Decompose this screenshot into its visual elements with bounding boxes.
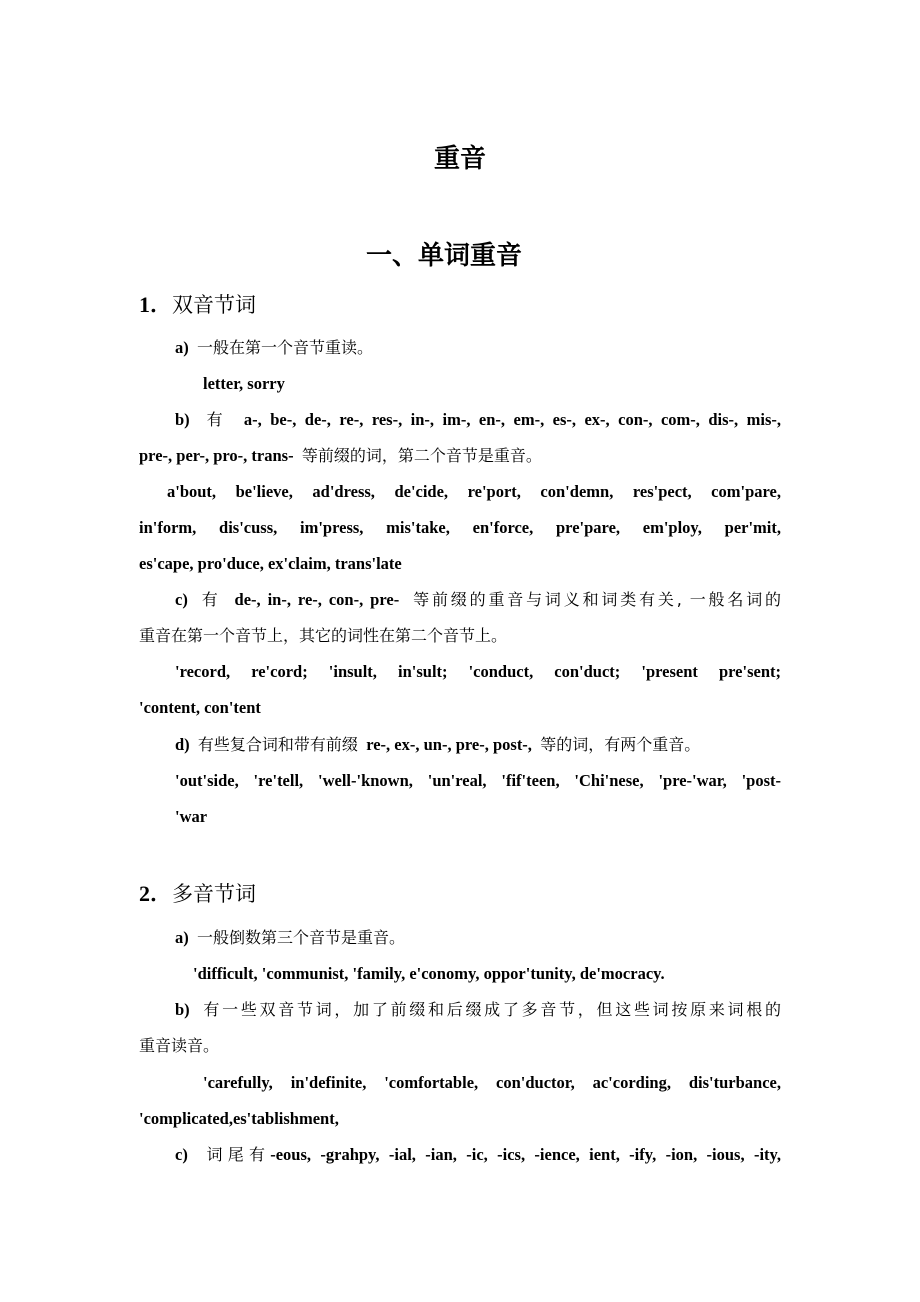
rule-label: d) xyxy=(175,735,190,754)
rule-label: c) xyxy=(175,1145,188,1164)
subheading-text: 双音节词 xyxy=(172,293,257,317)
rule-text: 有一些双音节词，加了前缀和后缀成了多音节，但这些词按原来词根的 xyxy=(203,1000,781,1019)
rule-label: a) xyxy=(175,928,189,947)
rule-text: 一般在第一个音节重读。 xyxy=(197,338,374,357)
prefix-list: pre-, per-, pro-, trans- xyxy=(139,446,294,465)
example-1b-line3: es'cape, pro'duce, ex'claim, trans'late xyxy=(139,554,402,573)
rule-label: a) xyxy=(175,338,189,357)
rule-1b-line2 xyxy=(139,444,781,468)
rule-text: 有些复合词和带有前缀 xyxy=(197,735,358,754)
rule-text: 重音在第一个音节上，其它的词性在第二个音节上。 xyxy=(139,626,508,645)
subheading-disyllabic xyxy=(139,289,256,321)
example-1c-line1: 'record, re'cord; 'insult, in'sult; 'conduct, con'duct; 'present pre'sent; xyxy=(175,662,781,681)
rule-label: b) xyxy=(175,1000,190,1019)
rule-text: 等前缀的重音与词义和词类有关, 一般名词的 xyxy=(413,590,782,609)
example-2b-line1: 'carefully, in'definite, 'comfortable, con'ductor, ac'cording, dis'turbance, xyxy=(203,1073,781,1092)
rule-2c xyxy=(175,1143,781,1167)
rule-text: 等的词，有两个重音。 xyxy=(540,735,701,754)
rule-1a xyxy=(175,336,817,360)
example-1d-line1: 'out'side, 're'tell, 'well-'known, 'un'real, 'fif'teen, 'Chi'nese, 'pre-'war, 'post- xyxy=(175,771,781,790)
rule-text: 等前缀的词，第二个音节是重音。 xyxy=(301,446,542,465)
suffix-list: -eous, -grahpy, -ial, -ian, -ic, -ics, -ience, ient, -ify, -ion, -ious, -ity, xyxy=(270,1145,781,1164)
rule-1d xyxy=(175,733,817,757)
example-1b-line1: a'bout, be'lieve, ad'dress, de'cide, re'port, con'demn, res'pect, com'pare, xyxy=(167,482,781,501)
rule-2a xyxy=(175,926,817,950)
rule-1c-line1 xyxy=(175,588,781,612)
subheading-number: 1． xyxy=(139,292,173,317)
rule-text: 重音读音。 xyxy=(139,1036,220,1055)
prefix-list: a-, be-, de-, re-, res-, in-, im-, en-, em-, es-, ex-, con-, com-, dis-, mis-, xyxy=(243,410,782,429)
rule-text: 有 xyxy=(206,410,227,429)
rule-text: 一般倒数第三个音节是重音。 xyxy=(197,928,406,947)
rule-label: c) xyxy=(175,590,188,609)
rule-label: b) xyxy=(175,410,190,429)
example-2a: 'difficult, 'communist, 'family, e'conomy, oppor'tunity, de'mocracy. xyxy=(193,964,665,983)
prefix-list: re-, ex-, un-, pre-, post-, xyxy=(366,735,532,754)
rule-1b-line1 xyxy=(175,408,781,432)
rule-1c-line2 xyxy=(139,624,781,648)
example-1b-line2: in'form, dis'cuss, im'press, mis'take, en'force, pre'pare, em'ploy, per'mit, xyxy=(139,518,781,537)
page-title: 重音 xyxy=(433,144,486,173)
example-2b-line2: 'complicated,es'tablishment, xyxy=(139,1109,339,1128)
prefix-list: de-, in-, re-, con-, pre- xyxy=(234,590,400,609)
rule-text: 有 xyxy=(201,590,221,609)
rule-2b-line2 xyxy=(139,1034,781,1058)
rule-2b-line1 xyxy=(175,998,781,1022)
subheading-polysyllabic xyxy=(139,878,256,910)
example-1a: letter, sorry xyxy=(203,374,285,393)
subheading-text: 多音节词 xyxy=(172,882,257,906)
section-heading-word-stress: 一、单词重音 xyxy=(365,241,522,270)
example-1d-line2: 'war xyxy=(175,807,208,826)
subheading-number: 2． xyxy=(139,881,173,906)
rule-text: 词尾有 xyxy=(206,1145,271,1164)
example-1c-line2: 'content, con'tent xyxy=(139,698,261,717)
